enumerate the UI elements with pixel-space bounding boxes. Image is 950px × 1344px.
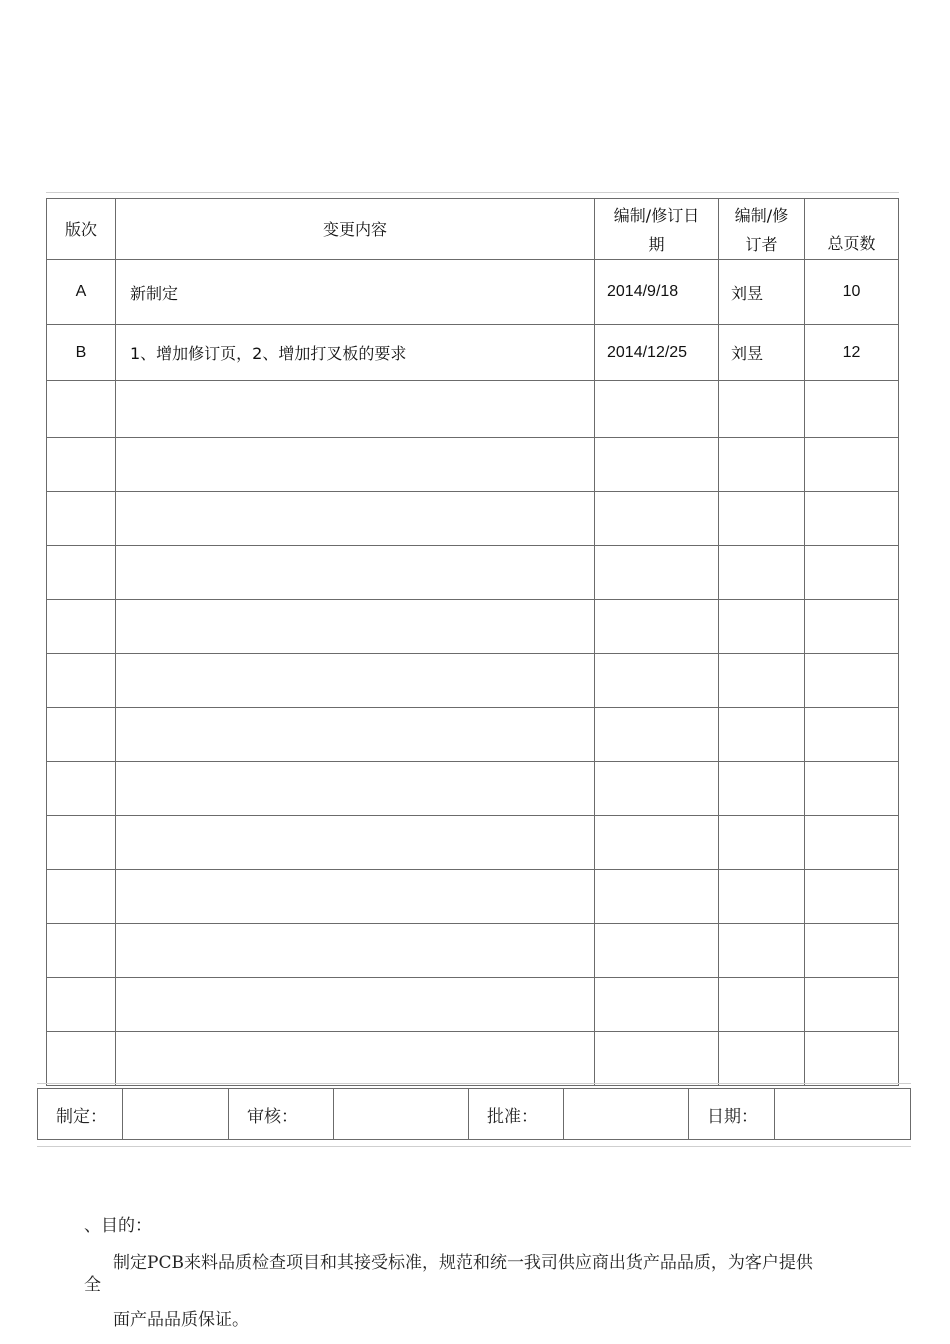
table-row [47, 870, 899, 924]
table-row [47, 381, 899, 438]
header-author [719, 199, 805, 260]
header-change-content: 变更内容 [116, 199, 595, 260]
table-header-row [47, 199, 899, 260]
cell-author [719, 816, 805, 870]
cell-version [47, 654, 116, 708]
header-total-pages: 总页数 [805, 199, 899, 260]
cell-date [595, 438, 719, 492]
cell-change-content: 1、增加修订页，2、增加打叉板的要求 [116, 325, 595, 381]
cell-author [719, 762, 805, 816]
header-revision-date [595, 199, 719, 260]
cell-change-content [116, 492, 595, 546]
cell-version [47, 381, 116, 438]
paragraph-line: 制定PCB来料品质检查项目和其接受标准，规范和统一我司供应商出货产品品质，为客户提供 [113, 1253, 813, 1273]
cell-author [719, 708, 805, 762]
prepared-by-field[interactable] [123, 1089, 229, 1140]
table-row [47, 260, 899, 325]
cell-pages [805, 381, 899, 438]
approved-by-field[interactable] [564, 1089, 689, 1140]
paragraph-line: 全 [84, 1275, 101, 1295]
date-field[interactable] [775, 1089, 911, 1140]
cell-date [595, 600, 719, 654]
table-row [47, 978, 899, 1032]
cell-author: 刘昱 [719, 260, 805, 325]
date-label: 日期： [689, 1089, 775, 1140]
prepared-by-label: 制定： [38, 1089, 123, 1140]
cell-date [595, 978, 719, 1032]
cell-pages [805, 708, 899, 762]
cell-date [595, 924, 719, 978]
cell-date [595, 654, 719, 708]
cell-date [595, 1032, 719, 1086]
cell-version [47, 816, 116, 870]
cell-author [719, 438, 805, 492]
cell-date [595, 546, 719, 600]
cell-author: 刘昱 [719, 325, 805, 381]
cell-change-content [116, 978, 595, 1032]
cell-pages [805, 600, 899, 654]
cell-version [47, 978, 116, 1032]
cell-change-content [116, 438, 595, 492]
cell-author [719, 924, 805, 978]
cell-date [595, 381, 719, 438]
approved-by-label: 批准： [469, 1089, 564, 1140]
cell-change-content [116, 381, 595, 438]
cell-date [595, 870, 719, 924]
reviewed-by-label: 审核： [229, 1089, 334, 1140]
table-row [47, 325, 899, 381]
cell-version [47, 492, 116, 546]
cell-author [719, 870, 805, 924]
header-author-line2: 订者 [745, 235, 778, 254]
cell-version [47, 708, 116, 762]
cell-date [595, 762, 719, 816]
cell-author [719, 654, 805, 708]
table-row [47, 924, 899, 978]
cell-pages [805, 438, 899, 492]
cell-version [47, 870, 116, 924]
cell-author [719, 546, 805, 600]
header-revision-date-line1: 编制/修订日 [613, 206, 700, 225]
cell-version: B [47, 325, 116, 381]
signoff-section [37, 1083, 911, 1147]
cell-version [47, 600, 116, 654]
cell-date [595, 708, 719, 762]
cell-date: 2014/9/18 [595, 260, 719, 325]
table-row [47, 438, 899, 492]
cell-author [719, 492, 805, 546]
header-author-line1: 编制/修 [734, 206, 789, 225]
cell-pages [805, 924, 899, 978]
table-row [47, 708, 899, 762]
table-row [47, 546, 899, 600]
cell-change-content [116, 708, 595, 762]
cell-pages [805, 762, 899, 816]
cell-change-content [116, 1032, 595, 1086]
cell-change-content [116, 762, 595, 816]
table-row [47, 816, 899, 870]
cell-author [719, 1032, 805, 1086]
paragraph-line: 面产品品质保证。 [113, 1310, 249, 1330]
table-row [47, 762, 899, 816]
cell-pages: 10 [805, 260, 899, 325]
cell-change-content [116, 924, 595, 978]
cell-change-content [116, 546, 595, 600]
cell-change-content [116, 654, 595, 708]
cell-pages [805, 492, 899, 546]
cell-author [719, 600, 805, 654]
cell-change-content [116, 600, 595, 654]
table-row [47, 1032, 899, 1086]
cell-pages: 12 [805, 325, 899, 381]
cell-version [47, 438, 116, 492]
table-row [47, 654, 899, 708]
signoff-table [37, 1088, 911, 1140]
section-heading: 、目的： [84, 1216, 152, 1236]
table-row [47, 492, 899, 546]
cell-version [47, 762, 116, 816]
cell-pages [805, 546, 899, 600]
header-revision-date-line2: 期 [648, 235, 665, 254]
cell-change-content [116, 816, 595, 870]
cell-version [47, 924, 116, 978]
cell-version [47, 546, 116, 600]
reviewed-by-field[interactable] [334, 1089, 469, 1140]
cell-pages [805, 654, 899, 708]
cell-date [595, 816, 719, 870]
cell-pages [805, 978, 899, 1032]
cell-author [719, 381, 805, 438]
cell-version: A [47, 260, 116, 325]
cell-version [47, 1032, 116, 1086]
cell-pages [805, 1032, 899, 1086]
cell-pages [805, 870, 899, 924]
cell-date: 2014/12/25 [595, 325, 719, 381]
cell-pages [805, 816, 899, 870]
cell-change-content [116, 870, 595, 924]
header-version: 版次 [47, 199, 116, 260]
cell-change-content: 新制定 [116, 260, 595, 325]
cell-date [595, 492, 719, 546]
cell-author [719, 978, 805, 1032]
revision-history-section [46, 192, 899, 1087]
revision-history-table [46, 198, 899, 1086]
table-row [47, 600, 899, 654]
